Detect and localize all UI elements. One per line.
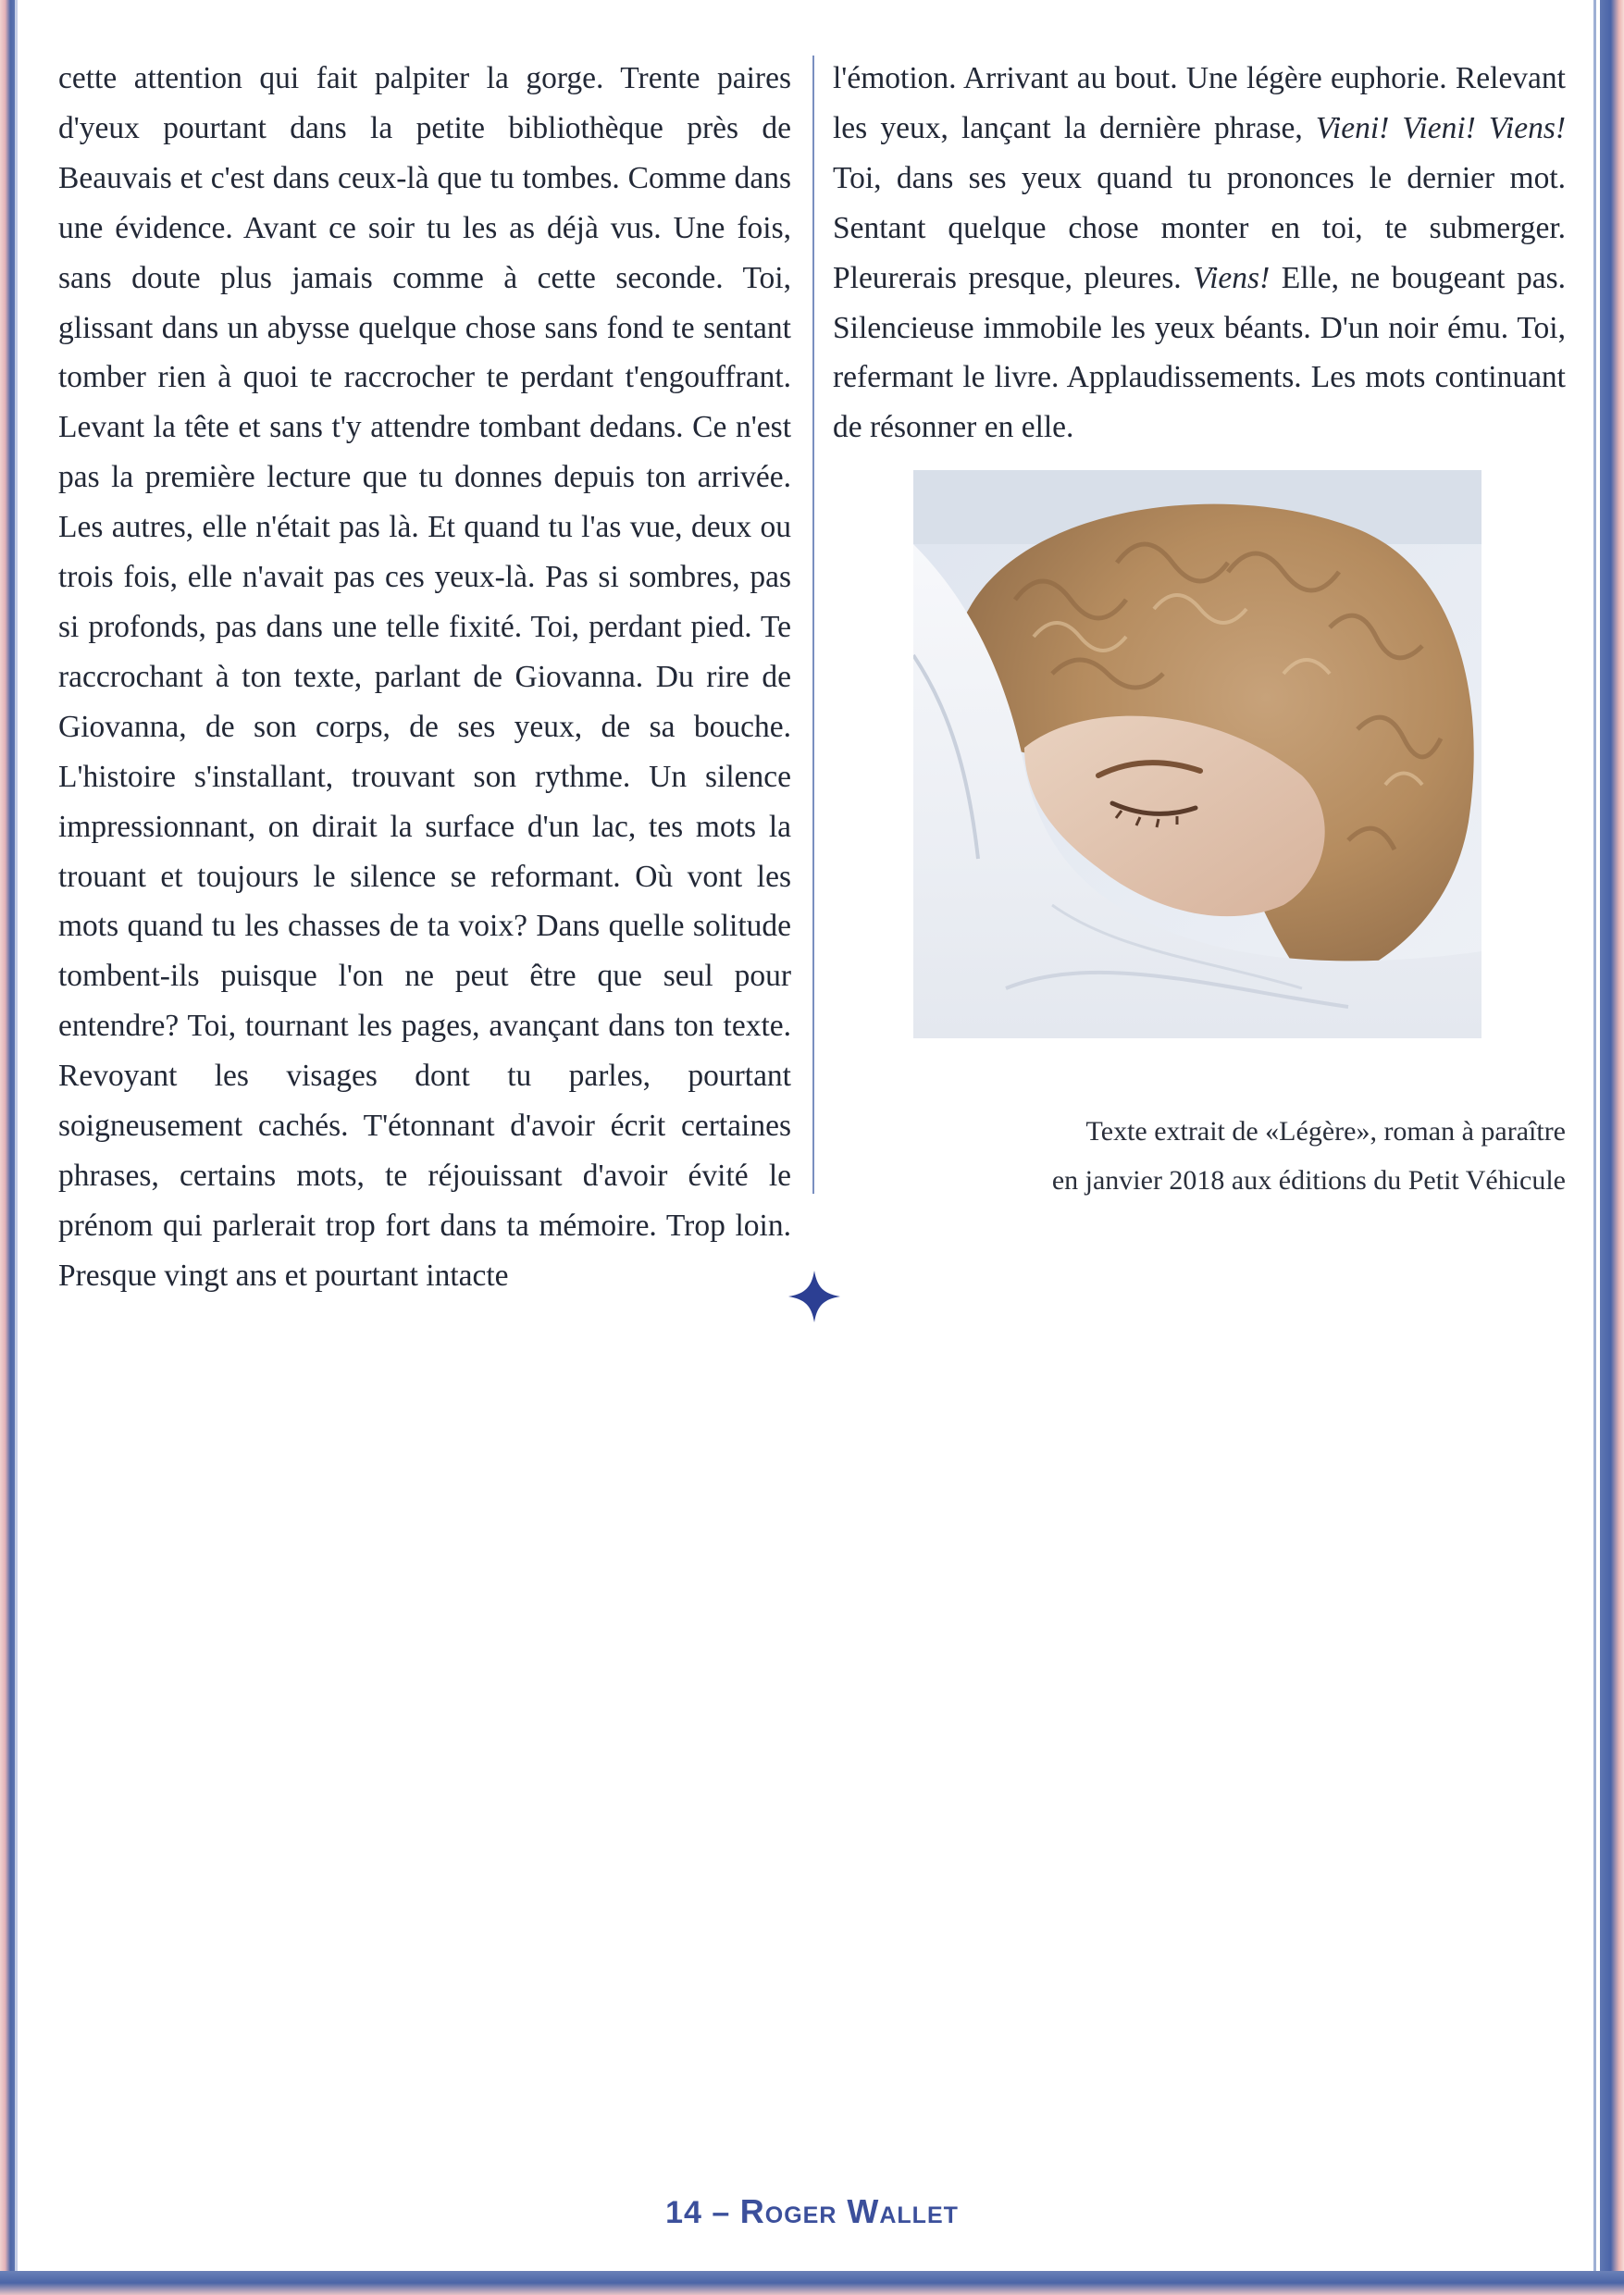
left-text-column [58, 54, 791, 1301]
sleeping-woman-illustration [913, 470, 1481, 1038]
right-italic-b: Viens! [1193, 260, 1271, 295]
right-text-b: Toi, dans ses yeux quand tu prononces le dernier mot. Sentant quelque chose monter en toi, te submerger. Pleurerais presque, pleures. [833, 160, 1566, 295]
page-footer [0, 2192, 1624, 2231]
page-frame-left [0, 0, 15, 2295]
sleeping-woman-image [913, 470, 1481, 1038]
footer-separator: – [712, 2195, 731, 2230]
caption-line-2: en janvier 2018 aux éditions du Petit Véhicule [1051, 1165, 1566, 1196]
author-name: Roger Wallet [739, 2192, 959, 2230]
page-frame-bottom [0, 2271, 1624, 2295]
page-frame-right [1600, 0, 1624, 2295]
caption-line-1: Texte extrait de «Légère», roman à paraître [1085, 1116, 1566, 1147]
right-column-paragraph [833, 54, 1566, 453]
four-point-star-icon [788, 1271, 840, 1322]
right-text-column [833, 54, 1566, 453]
page-number: 14 [665, 2195, 702, 2230]
column-divider [812, 56, 814, 1194]
illustration-caption [925, 1107, 1566, 1205]
page-frame-inner-right [1593, 0, 1596, 2271]
right-italic-a: Vieni! Vieni! Viens! [1315, 110, 1567, 145]
left-column-paragraph: cette attention qui fait palpiter la gorge. Trente paires d'yeux pourtant dans la petite bibliothèque près de Beauvais et c'est dans ceux-là que tu tombes. Comme dans une évidence. Avant ce soir tu les as déjà vus. Une fois, sans doute plus jamais comme à cette seconde. Toi, glissant dans un abysse quelque chose sans fond te sentant tomber rien à quoi te raccrocher te perdant t'engouffrant. Levant la tête et sans t'y attendre tombant dedans. Ce n'est pas la première lecture que tu donnes depuis ton arrivée. Les autres, elle n'était pas là. Et quand tu l'as vue, deux ou trois fois, elle n'avait pas ces yeux-là. Pas si sombres, pas si profonds, pas dans une telle fixité. Toi, perdant pied. Te raccrochant à ton texte, parlant de Giovanna. Du rire de Giovanna, de son corps, de ses yeux, de sa bouche. L'histoire s'installant, trouvant son rythme. Un silence impressionnant, on dirait la surface d'un lac, tes mots la trouant et toujours le silence se reformant. Où vont les mots quand tu les chasses de ta voix? Dans quelle solitude tombent-ils puisque l'on ne peut être que seul pour entendre? Toi, tournant les pages, avançant dans ton texte. Revoyant les visages dont tu parles, pourtant soigneusement cachés. T'étonnant d'avoir écrit certaines phrases, certains mots, te réjouissant d'avoir évité le prénom qui parlerait trop fort dans ta mémoire. Trop loin. Presque vingt ans et pourtant intacte [58, 61, 791, 1293]
right-text-a: l'émotion. Arrivant au bout. Une légère euphorie. Relevant les yeux, lançant la dernière phrase, [833, 61, 1566, 145]
page-frame-inner-left [15, 0, 18, 2271]
right-text-c: Elle, ne bougeant pas. Silencieuse immobile les yeux béants. D'un noir ému. Toi, refermant le livre. Applaudissements. Les mots continuant de résonner en elle. [833, 260, 1566, 445]
